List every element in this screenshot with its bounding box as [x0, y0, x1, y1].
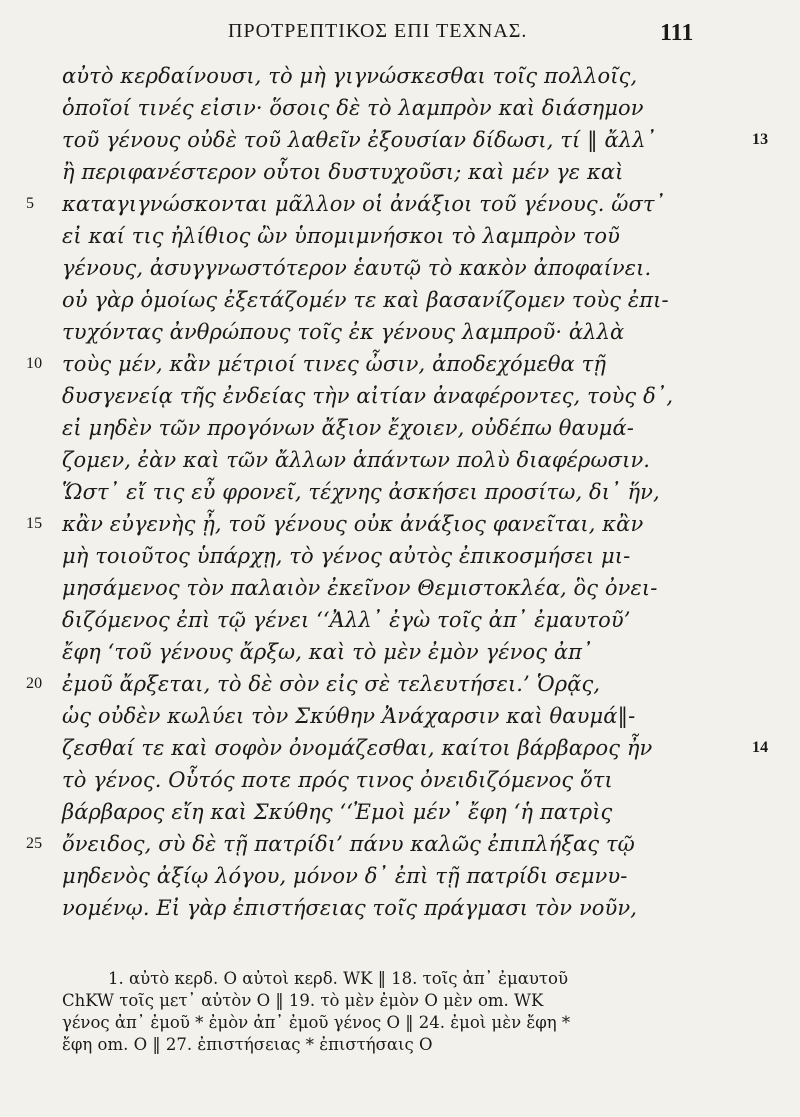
text-line	[62, 92, 722, 124]
text-line	[26, 828, 722, 860]
text-line	[26, 348, 722, 380]
text-line	[26, 668, 722, 700]
line-number: 5	[26, 195, 35, 212]
line-text: τὸ γένος. Οὗτός ποτε πρός τινος ὀνειδιζόμενος ὅτι	[62, 768, 613, 792]
text-line	[62, 252, 722, 284]
footnote-line: γένος ἀπ᾽ ἐμοῦ * ἐμὸν ἀπ᾽ ἐμοῦ γένος O ‖ 24. ἐμοὶ μὲν ἔφη *	[62, 1013, 571, 1032]
footnote-line: ChKW τοῖς μετ᾽ αὐτὸν O ‖ 19. τὸ μὲν ἐμὸν O μὲν om. WK	[62, 991, 544, 1010]
line-text: αὐτὸ κερδαίνουσι, τὸ μὴ γιγνώσκεσθαι τοῖς πολλοῖς,	[62, 64, 638, 88]
line-text: βάρβαρος εἴη καὶ Σκύθης ‘‘Ἐμοὶ μέν᾽ ἔφη ‘ἡ πατρὶς	[62, 800, 613, 824]
text-line	[62, 572, 722, 604]
apparatus-criticus	[62, 968, 742, 1056]
line-text: τοῦ γένους οὐδὲ τοῦ λαθεῖν ἐξουσίαν δίδωσι, τί ‖ ἄλλ᾽	[62, 128, 657, 152]
line-text: κἂν εὐγενὴς ᾖ, τοῦ γένους οὐκ ἀνάξιος φανεῖται, κἂν	[62, 512, 644, 536]
text-line	[62, 636, 722, 668]
line-number: 20	[26, 675, 43, 692]
line-text: δυσγενείᾳ τῆς ἐνδείας τὴν αἰτίαν ἀναφέροντες, τοὺς δ᾽,	[62, 384, 674, 408]
text-line	[62, 60, 722, 92]
line-text: ὡς οὐδὲν κωλύει τὸν Σκύθην Ἀνάχαρσιν καὶ θαυμά‖-	[62, 704, 636, 728]
line-text: ἔφη ‘τοῦ γένους ἄρξω, καὶ τὸ μὲν ἐμὸν γένος ἀπ᾽	[62, 640, 593, 664]
line-text: ζομεν, ἐὰν καὶ τῶν ἄλλων ἁπάντων πολὺ διαφέρωσιν.	[62, 448, 651, 472]
page-number: 111	[660, 20, 694, 46]
text-line	[62, 124, 769, 156]
line-text: οὐ γὰρ ὁμοίως ἐξετάζομέν τε καὶ βασανίζομεν τοὺς ἐπι-	[62, 288, 669, 312]
line-text: γένους, ἀσυγγνωστότερον ἑαυτῷ τὸ κακὸν ἀποφαίνει.	[62, 256, 652, 280]
line-text: ζεσθαί τε καὶ σοφὸν ὀνομάζεσθαι, καίτοι βάρβαρος ἦν	[62, 736, 653, 760]
line-text: μησάμενος τὸν παλαιὸν ἐκεῖνον Θεμιστοκλέα, ὃς ὀνει-	[62, 576, 658, 600]
line-number: 10	[26, 355, 43, 372]
text-line	[62, 412, 722, 444]
line-text: εἰ καί τις ἠλίθιος ὢν ὑπομιμνήσκοι τὸ λαμπρὸν τοῦ	[62, 224, 620, 248]
line-text: ὁποῖοί τινές εἰσιν· ὅσοις δὲ τὸ λαμπρὸν καὶ διάσημον	[62, 96, 644, 120]
body-text	[26, 60, 769, 924]
footnote-line: ἔφη om. O ‖ 27. ἐπιστήσειας * ἐπιστήσαις O	[62, 1035, 433, 1054]
text-line	[62, 444, 722, 476]
line-text: ἢ περιφανέστερον οὗτοι δυστυχοῦσι; καὶ μέν γε καὶ	[62, 160, 624, 184]
text-line	[62, 796, 722, 828]
line-text: εἰ μηδὲν τῶν προγόνων ἄξιον ἔχοιεν, οὐδέπω θαυμά-	[62, 416, 634, 440]
line-text: διζόμενος ἐπὶ τῷ γένει ‘‘Ἀλλ᾽ ἐγὼ τοῖς ἀπ᾽ ἐμαυτοῦ’	[62, 608, 631, 632]
line-text: Ὥστ᾽ εἴ τις εὖ φρονεῖ, τέχνης ἀσκήσει προσίτω, δι᾽ ἥν,	[62, 480, 660, 504]
text-line	[62, 476, 722, 508]
line-text: τοὺς μέν, κἂν μέτριοί τινες ὦσιν, ἀποδεχόμεθα τῇ	[62, 352, 607, 376]
text-line	[26, 508, 722, 540]
text-line	[26, 188, 722, 220]
text-line	[62, 284, 722, 316]
line-text: μηδενὸς ἀξίῳ λόγου, μόνον δ᾽ ἐπὶ τῇ πατρίδι σεμνυ-	[62, 864, 628, 888]
text-line	[62, 892, 722, 924]
text-line	[62, 764, 722, 796]
line-text: ἐμοῦ ἄρξεται, τὸ δὲ σὸν εἰς σὲ τελευτήσει.’ Ὁρᾷς,	[62, 672, 601, 696]
text-line	[62, 316, 722, 348]
line-text: τυχόντας ἀνθρώπους τοῖς ἐκ γένους λαμπροῦ· ἀλλὰ	[62, 320, 625, 344]
running-head: ΠΡΟΤΡΕΠΤΙΚΟΣ ΕΠΙ ΤΕΧΝΑΣ.	[228, 20, 528, 42]
line-text: καταγιγνώσκονται μᾶλλον οἱ ἀνάξιοι τοῦ γένους. ὥστ᾽	[62, 192, 666, 216]
text-line	[62, 604, 722, 636]
text-line	[62, 380, 722, 412]
margin-reference: 14	[752, 739, 769, 756]
footnote-line: 1. αὐτὸ κερδ. O αὐτοὶ κερδ. WK ‖ 18. τοῖς ἀπ᾽ ἐμαυτοῦ	[108, 969, 569, 988]
margin-reference: 13	[752, 131, 769, 148]
text-line	[62, 732, 769, 764]
text-line	[62, 700, 722, 732]
line-text: μὴ τοιοῦτος ὑπάρχῃ, τὸ γένος αὐτὸς ἐπικοσμήσει μι-	[62, 544, 631, 568]
line-number: 25	[26, 835, 43, 852]
line-number: 15	[26, 515, 43, 532]
text-line	[62, 156, 722, 188]
text-line	[62, 540, 722, 572]
line-text: νομένῳ. Εἰ γὰρ ἐπιστήσειας τοῖς πράγμασι τὸν νοῦν,	[62, 896, 638, 920]
line-text: ὄνειδος, σὺ δὲ τῇ πατρίδι’ πάνυ καλῶς ἐπιπλήξας τῷ	[62, 832, 635, 856]
text-line	[62, 860, 722, 892]
text-line	[62, 220, 722, 252]
